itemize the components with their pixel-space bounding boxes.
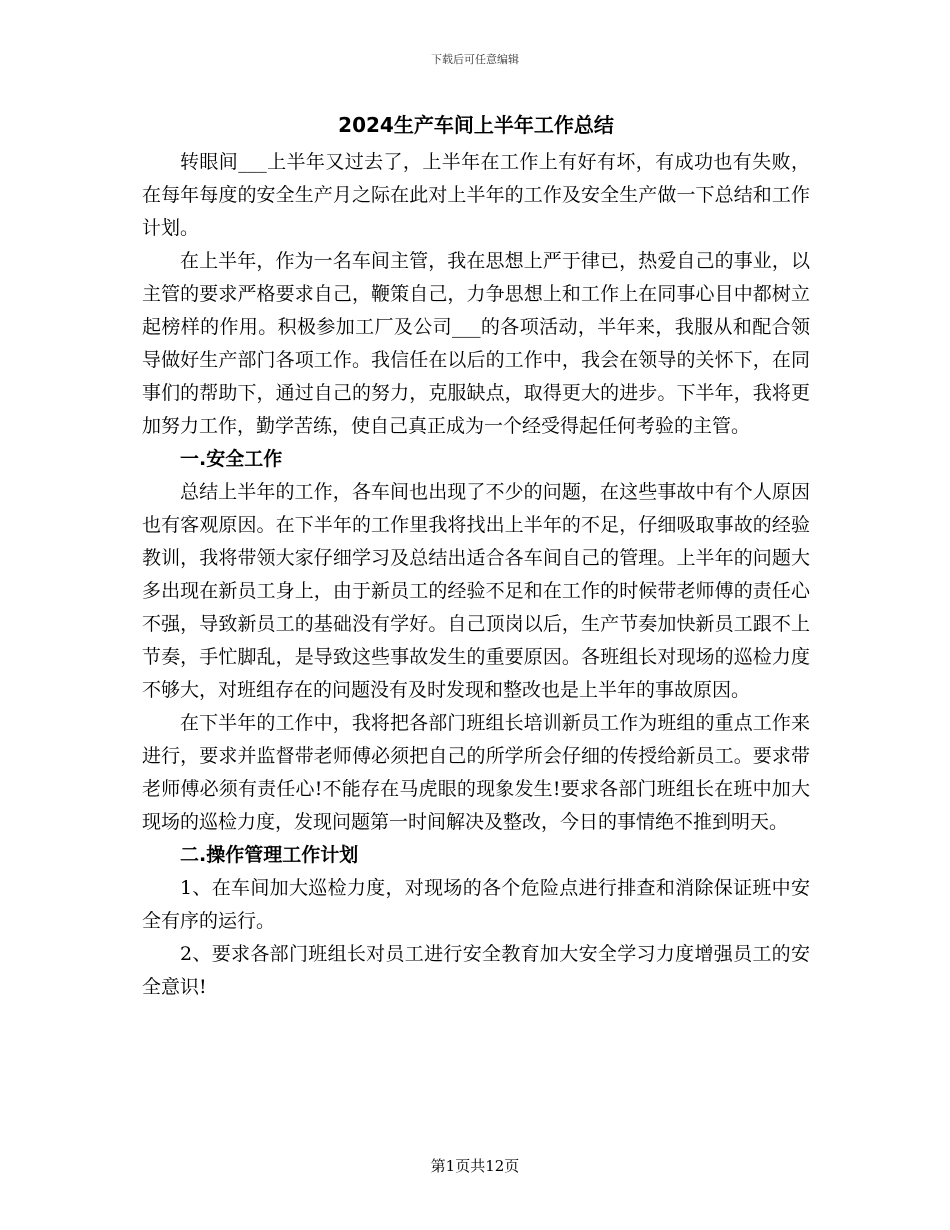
- document-body: [142, 108, 810, 1004]
- intro-paragraph-1: 转眼间___上半年又过去了，上半年在工作上有好有坏，有成功也有失败，在每年每度的安全生产月之际在此对上半年的工作及安全生产做一下总结和工作计划。: [142, 151, 810, 239]
- page-number: 第1页共12页: [430, 1157, 520, 1175]
- document-title: 2024生产车间上半年工作总结: [338, 113, 614, 137]
- page-header-note: 下载后可任意编辑: [431, 53, 519, 66]
- section-heading-operation-plan: 二.操作管理工作计划: [180, 844, 359, 866]
- section-heading-safety: 一.安全工作: [180, 448, 283, 470]
- safety-paragraph-2: 在下半年的工作中，我将把各部门班组长培训新员工作为班组的重点工作来进行，要求并监督带老师傅必须把自己的所学所会仔细的传授给新员工。要求带老师傅必须有责任心!不能存在马虎眼的现象发生!要求各部门班组长在班中加大现场的巡检力度，发现问题第一时间解决及整改，今日的事情绝不推到明天。: [142, 712, 810, 833]
- intro-paragraph-2: 在上半年，作为一名车间主管，我在思想上严于律已，热爱自己的事业，以主管的要求严格要求自己，鞭策自己，力争思想上和工作上在同事心目中都树立起榜样的作用。积极参加工厂及公司___的各项活动，半年来，我服从和配合领导做好生产部门各项工作。我信任在以后的工作中，我会在领导的关怀下，在同事们的帮助下，通过自己的努力，克服缺点，取得更大的进步。下半年，我将更加努力工作，勤学苦练，使自己真正成为一个经受得起任何考验的主管。: [142, 250, 810, 437]
- plan-item-2: 2、要求各部门班组长对员工进行安全教育加大安全学习力度增强员工的安全意识!: [142, 943, 810, 998]
- plan-item-1: 1、在车间加大巡检力度，对现场的各个危险点进行排查和消除保证班中安全有序的运行。: [142, 877, 810, 932]
- safety-paragraph-1: 总结上半年的工作，各车间也出现了不少的问题，在这些事故中有个人原因也有客观原因。在下半年的工作里我将找出上半年的不足，仔细吸取事故的经验教训，我将带领大家仔细学习及总结出适合各车间自己的管理。上半年的问题大多出现在新员工身上，由于新员工的经验不足和在工作的时候带老师傅的责任心不强，导致新员工的基础没有学好。自己顶岗以后，生产节奏加快新员工跟不上节奏，手忙脚乱，是导致这些事故发生的重要原因。各班组长对现场的巡检力度不够大，对班组存在的问题没有及时发现和整改也是上半年的事故原因。: [142, 481, 810, 701]
